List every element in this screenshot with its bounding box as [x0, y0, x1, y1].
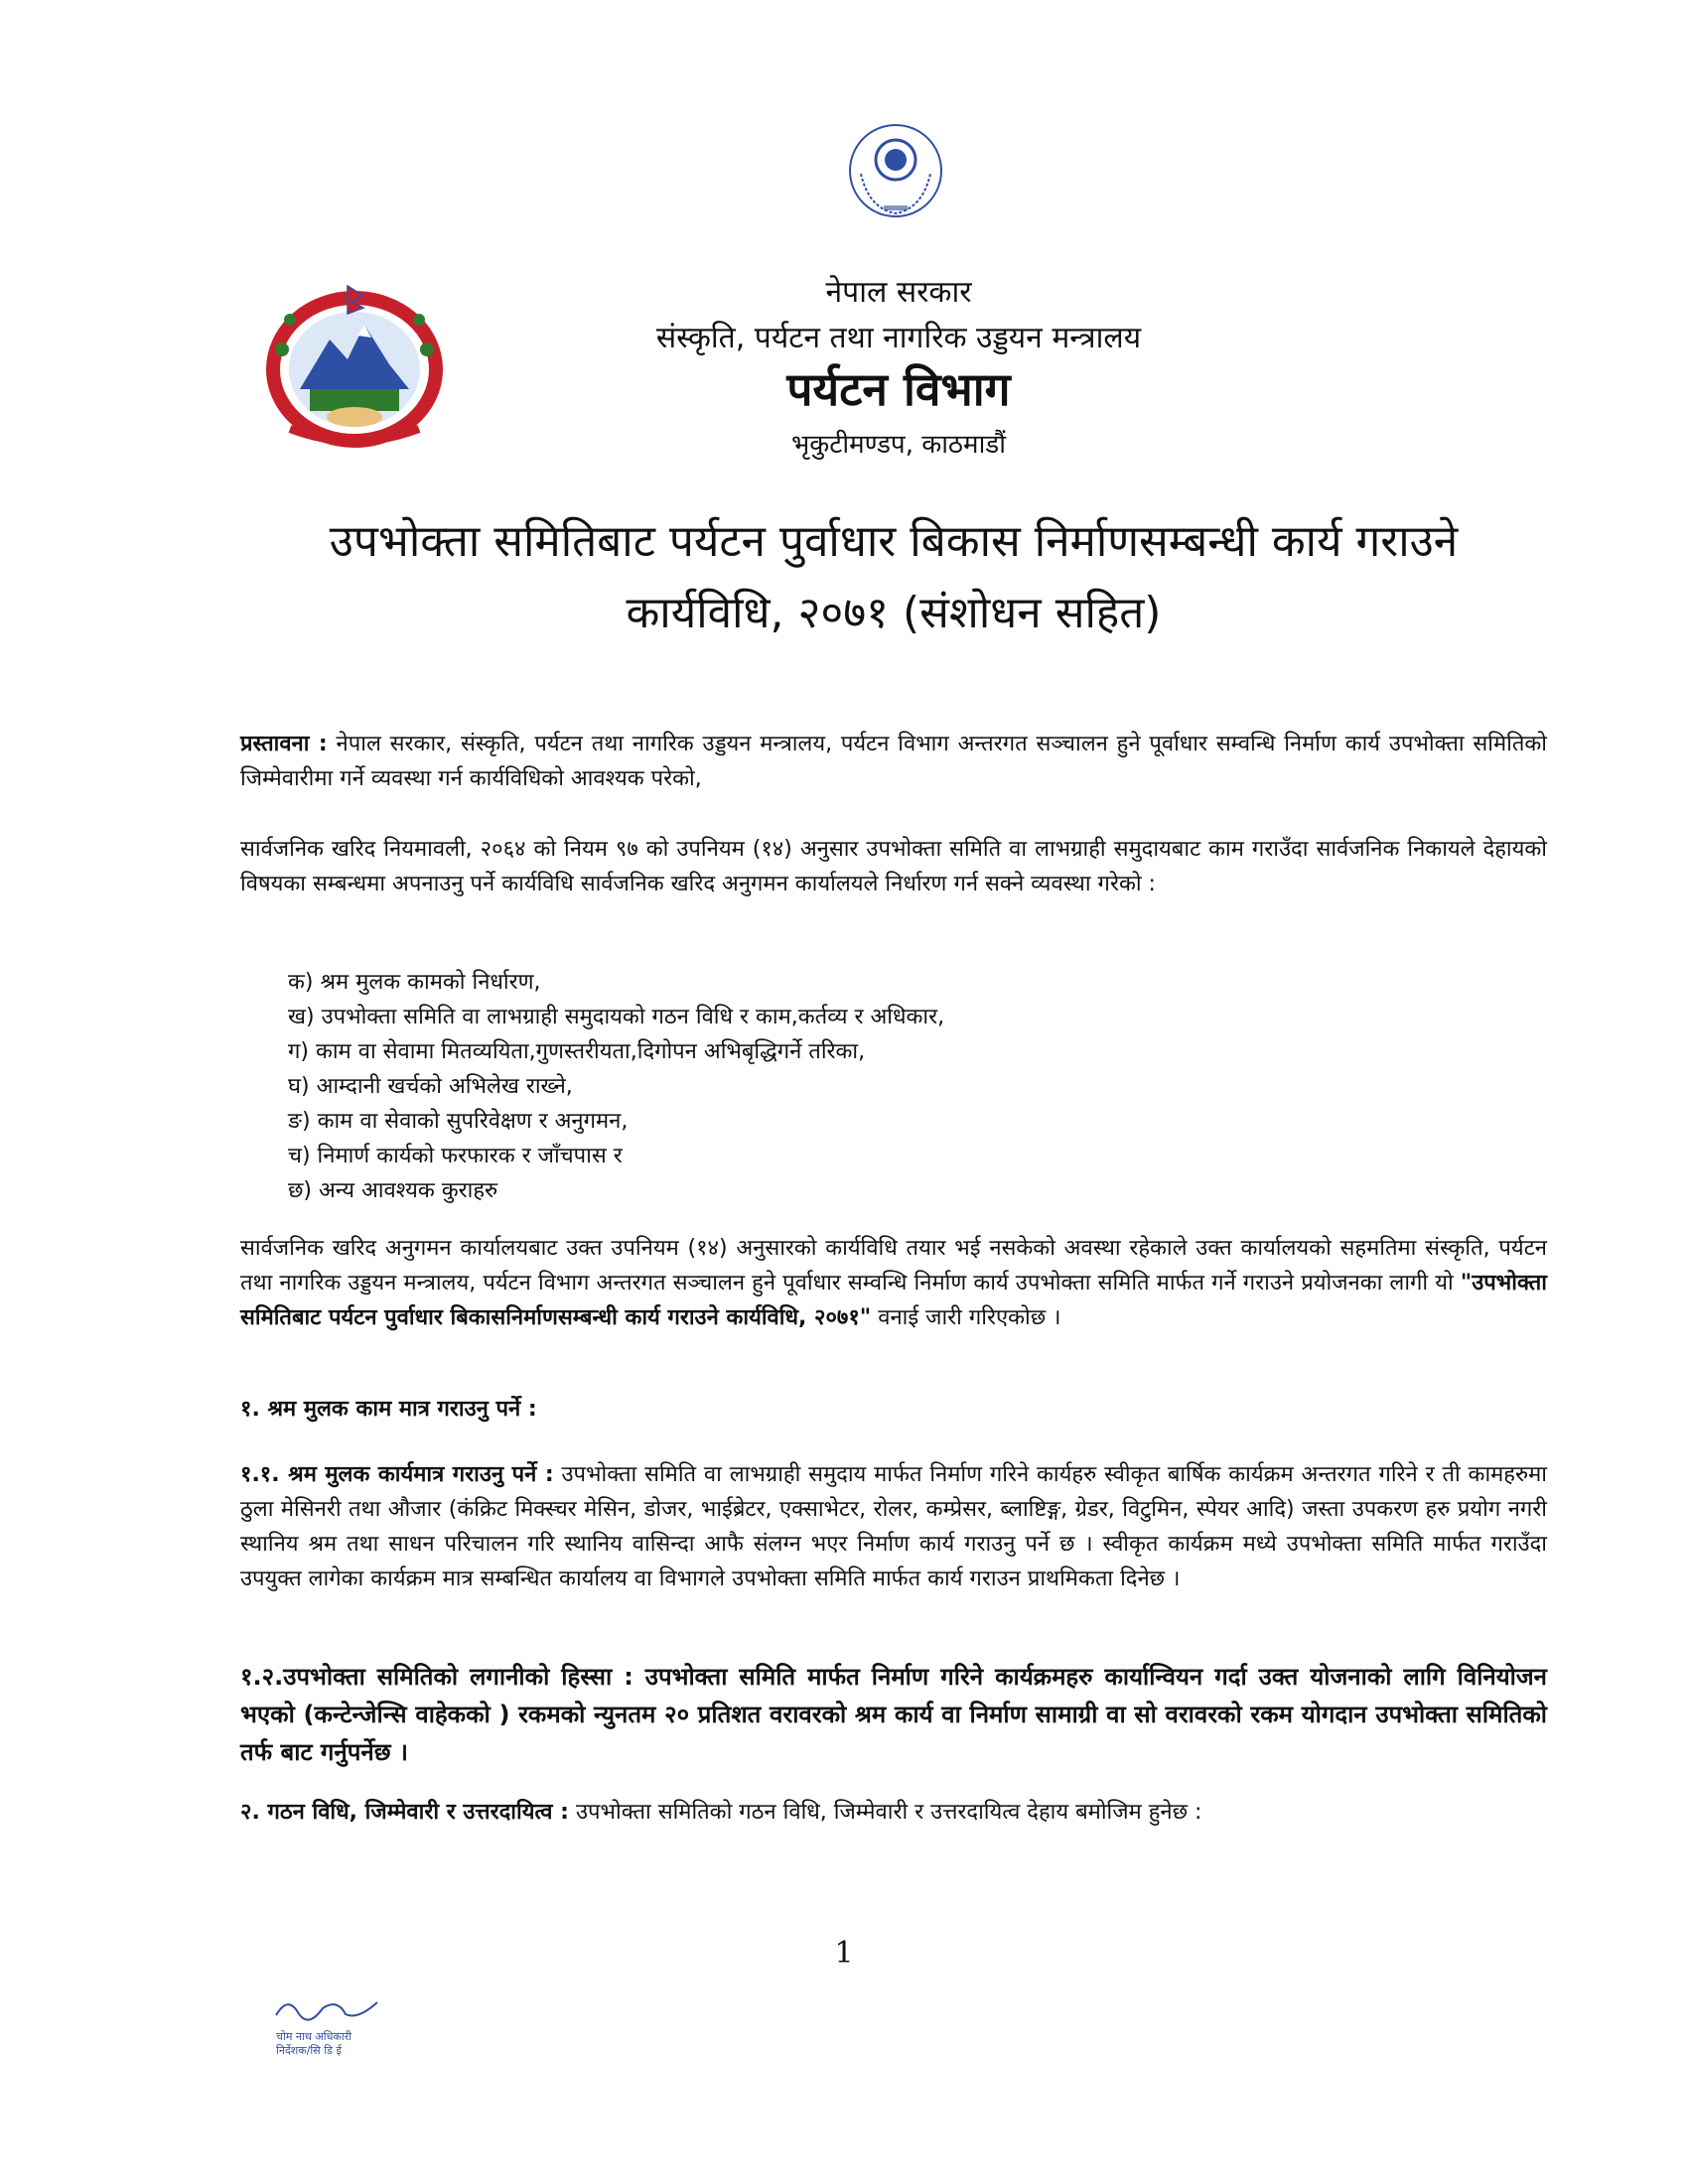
signature-icon: [268, 1990, 387, 2060]
list-item: ङ) काम वा सेवाको सुपरिवेक्षण र अनुगमन,: [288, 1109, 629, 1134]
section-2-label: २. गठन विधि, जिम्मेवारी र उत्तरदायित्व :: [240, 1800, 569, 1825]
issuance-text: सार्वजनिक खरिद अनुगमन कार्यालयबाट उक्त उपनियम (१४) अनुसारको कार्यविधि तयार भई नसकेको अवस्था रहेकाले उक्त कार्यालयको सहमतिमा संस्कृति, पर्यटन तथा नागरिक उड्डयन मन्त्रालय, पर्यटन विभाग अन्तरगत सञ्चालन हुने पूर्वाधार सम्वन्धि निर्माण कार्य उपभोक्ता समिति मार्फत गर्ने गराउने प्रयोजनका लागी यो: [240, 1236, 1547, 1296]
preamble-paragraph: [240, 727, 1547, 796]
title-line-2: कार्यविधि, २०७१ (संशोधन सहित): [626, 588, 1162, 638]
list-item: घ) आम्दानी खर्चको अभिलेख राख्ने,: [288, 1074, 573, 1099]
department-address: भृकुटीमण्डप, काठमाडौं: [791, 430, 1006, 460]
preamble-text: नेपाल सरकार, संस्कृति, पर्यटन तथा नागरिक उड्डयन मन्त्रालय, पर्यटन विभाग अन्तरगत सञ्चालन हुने पूर्वाधार सम्वन्धि निर्माण कार्य उपभोक्ता समितिको जिम्मेवारीमा गर्ने व्यवस्था गर्न कार्यविधिको आवश्यक परेको,: [240, 732, 1547, 791]
issuance-tail: वनाई जारी गरिएकोछ ।: [871, 1305, 1061, 1330]
section-1-1-paragraph: [240, 1457, 1547, 1596]
list-item: ख) उपभोक्ता समिति वा लाभग्राही समुदायको गठन विधि र काम,कर्तव्य र अधिकार,: [288, 1005, 945, 1029]
government-name: नेपाल सरकार: [825, 275, 972, 310]
document-title: [238, 506, 1549, 649]
list-item: च) निमार्ण कार्यको फरफारक र जाँचपास र: [288, 1144, 623, 1168]
preamble-label: प्रस्तावना :: [240, 732, 328, 756]
regulation-paragraph: सार्वजनिक खरिद नियमावली, २०६४ को नियम ९७ को उपनियम (१४) अनुसार उपभोक्ता समिति वा लाभग्राही समुदायबाट काम गराउँदा सार्वजनिक निकायले देहायको विषयका सम्बन्धमा अपनाउनु पर्ने कार्यविधि सार्वजनिक खरिद अनुगमन कार्यालयले निर्धारण गर्न सक्ने व्यवस्था गरेको :: [240, 837, 1547, 896]
list-item: ग) काम वा सेवामा मितव्ययिता,गुणस्तरीयता,दिगोपन अभिबृद्धिगर्ने तरिका,: [288, 1039, 866, 1064]
section-1-2-text: उपभोक्ता समिति मार्फत निर्माण गरिने कार्यक्रमहरु कार्यान्वियन गर्दा उक्त योजनाको लागि विनियोजन भएको (कन्टेन्जेन्सि वाहेकको ) रकमको न्युनतम २० प्रतिशत वरावरको श्रम कार्य वा निर्माण सामाग्री वा सो वरावरको रकम योगदान उपभोक्ता समितिको तर्फ बाट गर्नुपर्नेछ ।: [240, 1663, 1547, 1766]
title-line-1: उपभोक्ता समितिबाट पर्यटन पुर्वाधार बिकास निर्माणसम्बन्धी कार्य गराउने: [329, 516, 1459, 567]
section-1-2-paragraph: [240, 1658, 1547, 1771]
issuance-paragraph: [240, 1231, 1547, 1335]
section-1-1-text: उपभोक्ता समिति वा लाभग्राही समुदाय मार्फत निर्माण गरिने कार्यहरु स्वीकृत बार्षिक कार्यक्रम अन्तरगत गरिने र ती कामहरुमा ठुला मेसिनरी तथा औजार (कंक्रिट मिक्स्चर मेसिन, डोजर, भाईब्रेटर, एक्साभेटर, रोलर, कम्प्रेसर, ब्लाष्टिङ्ग, ग्रेडर, विटुमिन, स्पेयर आदि) जस्ता उपकरण हरु प्रयोग नगरी स्थानिय श्रम तथा साधन परिचालन गरि स्थानिय वासिन्दा आफै संलग्न भएर निर्माण कार्य गराउनु पर्ने छ । स्वीकृत कार्यक्रम मध्ये उपभोक्ता समिति मार्फत गराउँदा उपयुक्त लागेका कार्यक्रम मात्र सम्बन्धित कार्यालय वा विभागले उपभोक्ता समिति मार्फत कार्य गराउन प्राथमिकता दिनेछ ।: [240, 1462, 1547, 1591]
signatory-title: निर्देशक/सि डि ई: [276, 2044, 342, 2057]
section-2-paragraph: [240, 1795, 1547, 1830]
section-1-1-label: १.१. श्रम मुलक कार्यमात्र गराउनु पर्ने :: [240, 1462, 554, 1487]
signatory-name: चोम नाथ अधिकारी: [276, 2030, 352, 2043]
section-1-heading: १. श्रम मुलक काम मात्र गराउनु पर्ने :: [240, 1397, 537, 1422]
list-item: छ) अन्य आवश्यक कुराहरु: [288, 1178, 498, 1203]
list-item: क) श्रम मुलक कामको निर्धारण,: [288, 970, 541, 995]
section-2-text: उपभोक्ता समितिको गठन विधि, जिम्मेवारी र उत्तरदायित्व देहाय बमोजिम हुनेछ :: [568, 1800, 1202, 1825]
department-seal-icon: [839, 114, 953, 228]
department-name: पर्यटन विभाग: [786, 362, 1011, 416]
subject-list: [288, 965, 1479, 1208]
procedure-name: "उपभोक्ता समितिबाट पर्यटन पुर्वाधार बिकासनिर्माणसम्बन्धी कार्य गराउने कार्यविधि, २०७१": [240, 1271, 1547, 1330]
page-number: 1: [834, 1936, 854, 1971]
section-1-2-label: १.२.उपभोक्ता समितिको लगानीको हिस्सा :: [240, 1663, 633, 1691]
ministry-name: संस्कृति, पर्यटन तथा नागरिक उड्डयन मन्त्रालय: [655, 321, 1142, 355]
